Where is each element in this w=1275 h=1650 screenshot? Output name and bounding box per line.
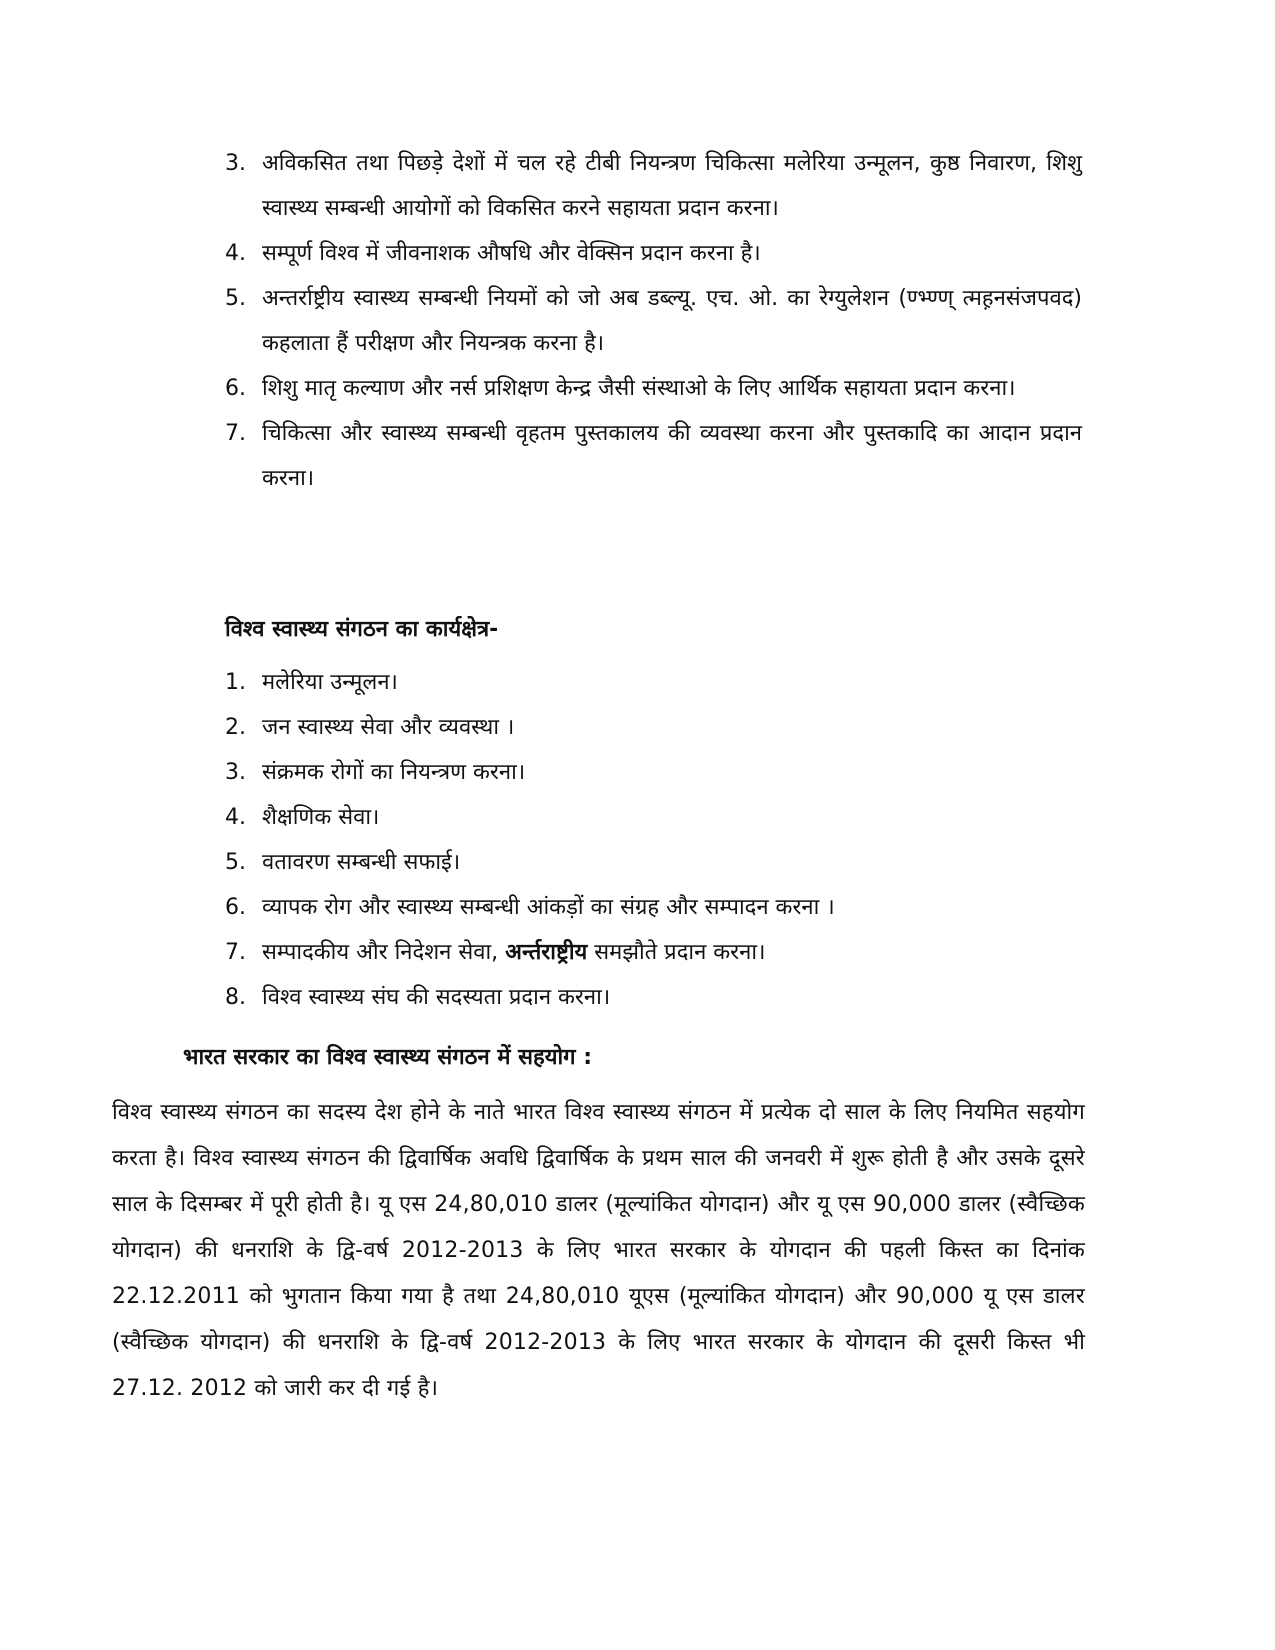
item-number: 5. [225, 850, 246, 875]
list-item [0, 660, 1275, 705]
item-text [262, 930, 1082, 975]
item-text: अन्तर्राष्ट्रीय स्वास्थ्य सम्बन्धी नियमों को जो अब डब्ल्यू. एच. ओ. का रेग्युलेशन (ण्भ्ण्ण् त्मह़नसंजपवद) कहलाता हैं परीक्षण और नियन्त्रक करना है। [262, 286, 1082, 356]
list-item [0, 840, 1275, 885]
item-text: मलेरिया उन्मूलन। [262, 670, 398, 695]
item-number: 7. [225, 421, 246, 446]
list-item [0, 930, 1275, 975]
list-item [0, 705, 1275, 750]
item-text: चिकित्सा और स्वास्थ्य सम्बन्धी वृहतम पुस्तकालय की व्यवस्था करना और पुस्तकादि का आदान प्रदान करना। [262, 421, 1082, 491]
item-text: संक्रमक रोगों का नियन्त्रण करना। [262, 760, 526, 785]
body-paragraph: विश्व स्वास्थ्य संगठन का सदस्य देश होने के नाते भारत विश्व स्वास्थ्य संगठन में प्रत्येक दो साल के लिए नियमित सहयोग करता है। विश्व स्वास्थ्य संगठन की द्विवार्षिक अवधि द्विवार्षिक के प्रथम साल की जनवरी में शुरू होती है और उसके दूसरे साल के दिसम्बर में पूरी होती है। यू एस 24,80,010 डालर (मूल्यांकित योगदान) और यू एस 90,000 डालर (स्वैच्छिक योगदान) की धनराशि के द्वि-वर्ष 2012-2013 के लिए भारत सरकार के योगदान की पहली किस्त का दिनांक 22.12.2011 को भुगतान किया गया है तथा 24,80,010 यूएस (मूल्यांकित योगदान) और 90,000 यू एस डालर (स्वैच्छिक योगदान) की धनराशि के द्वि-वर्ष 2012-2013 के लिए भारत सरकार के योगदान की दूसरी किस्त भी 27.12. 2012 को जारी कर दी गई है। [112, 1100, 1085, 1401]
item-number: 5. [225, 286, 246, 311]
item-number: 6. [225, 895, 246, 920]
section-heading-scope: विश्व स्वास्थ्य संगठन का कार्यक्षेत्र- [225, 617, 499, 642]
item-number: 4. [225, 241, 246, 266]
list-item [0, 366, 1275, 411]
item-number: 1. [225, 670, 246, 695]
item-text: व्यापक रोग और स्वास्थ्य सम्बन्धी आंकड़ों का संग्रह और सम्पादन करना । [262, 895, 835, 920]
item-text: जन स्वास्थ्य सेवा और व्यवस्था । [262, 715, 515, 740]
scope-list [0, 660, 1275, 1020]
section-heading-india-cooperation: भारत सरकार का विश्व स्वास्थ्य संगठन में सहयोग : [183, 1045, 593, 1070]
item-number: 8. [225, 985, 246, 1010]
item-number: 3. [225, 151, 246, 176]
list-item [0, 975, 1275, 1020]
item-number: 6. [225, 376, 246, 401]
objectives-list [0, 141, 1275, 501]
item-text: विश्व स्वास्थ्य संघ की सदस्यता प्रदान करना। [262, 985, 611, 1010]
item-text: शिशु मातृ कल्याण और नर्स प्रशिक्षण केन्द्र जैसी संस्थाओ के लिए आर्थिक सहायता प्रदान करना। [262, 376, 1016, 401]
item-text: सम्पूर्ण विश्व में जीवनाशक औषधि और वेक्सिन प्रदान करना है। [262, 241, 761, 266]
item-text: शैक्षणिक सेवा। [262, 805, 380, 830]
item-number: 2. [225, 715, 246, 740]
list-item [0, 795, 1275, 840]
item-number: 3. [225, 760, 246, 785]
list-item [0, 750, 1275, 795]
item-text-post: समझौते प्रदान करना। [587, 940, 766, 965]
list-item [0, 885, 1275, 930]
item-number: 7. [225, 940, 246, 965]
item-text-bold: अर्न्तराष्ट्रीय [505, 940, 588, 965]
item-text: वतावरण सम्बन्धी सफाई। [262, 850, 461, 875]
item-text-pre: सम्पादकीय और निदेशन सेवा, [262, 940, 506, 965]
list-item [0, 231, 1275, 276]
item-text: अविकसित तथा पिछड़े देशों में चल रहे टीबी नियन्त्रण चिकित्सा मलेरिया उन्मूलन, कुष्ठ निवारण, शिशु स्वास्थ्य सम्बन्धी आयोगों को विकसित करने सहायता प्रदान करना। [262, 151, 1082, 221]
item-number: 4. [225, 805, 246, 830]
list-item [0, 276, 1275, 366]
list-item [0, 411, 1275, 501]
list-item [0, 141, 1275, 231]
